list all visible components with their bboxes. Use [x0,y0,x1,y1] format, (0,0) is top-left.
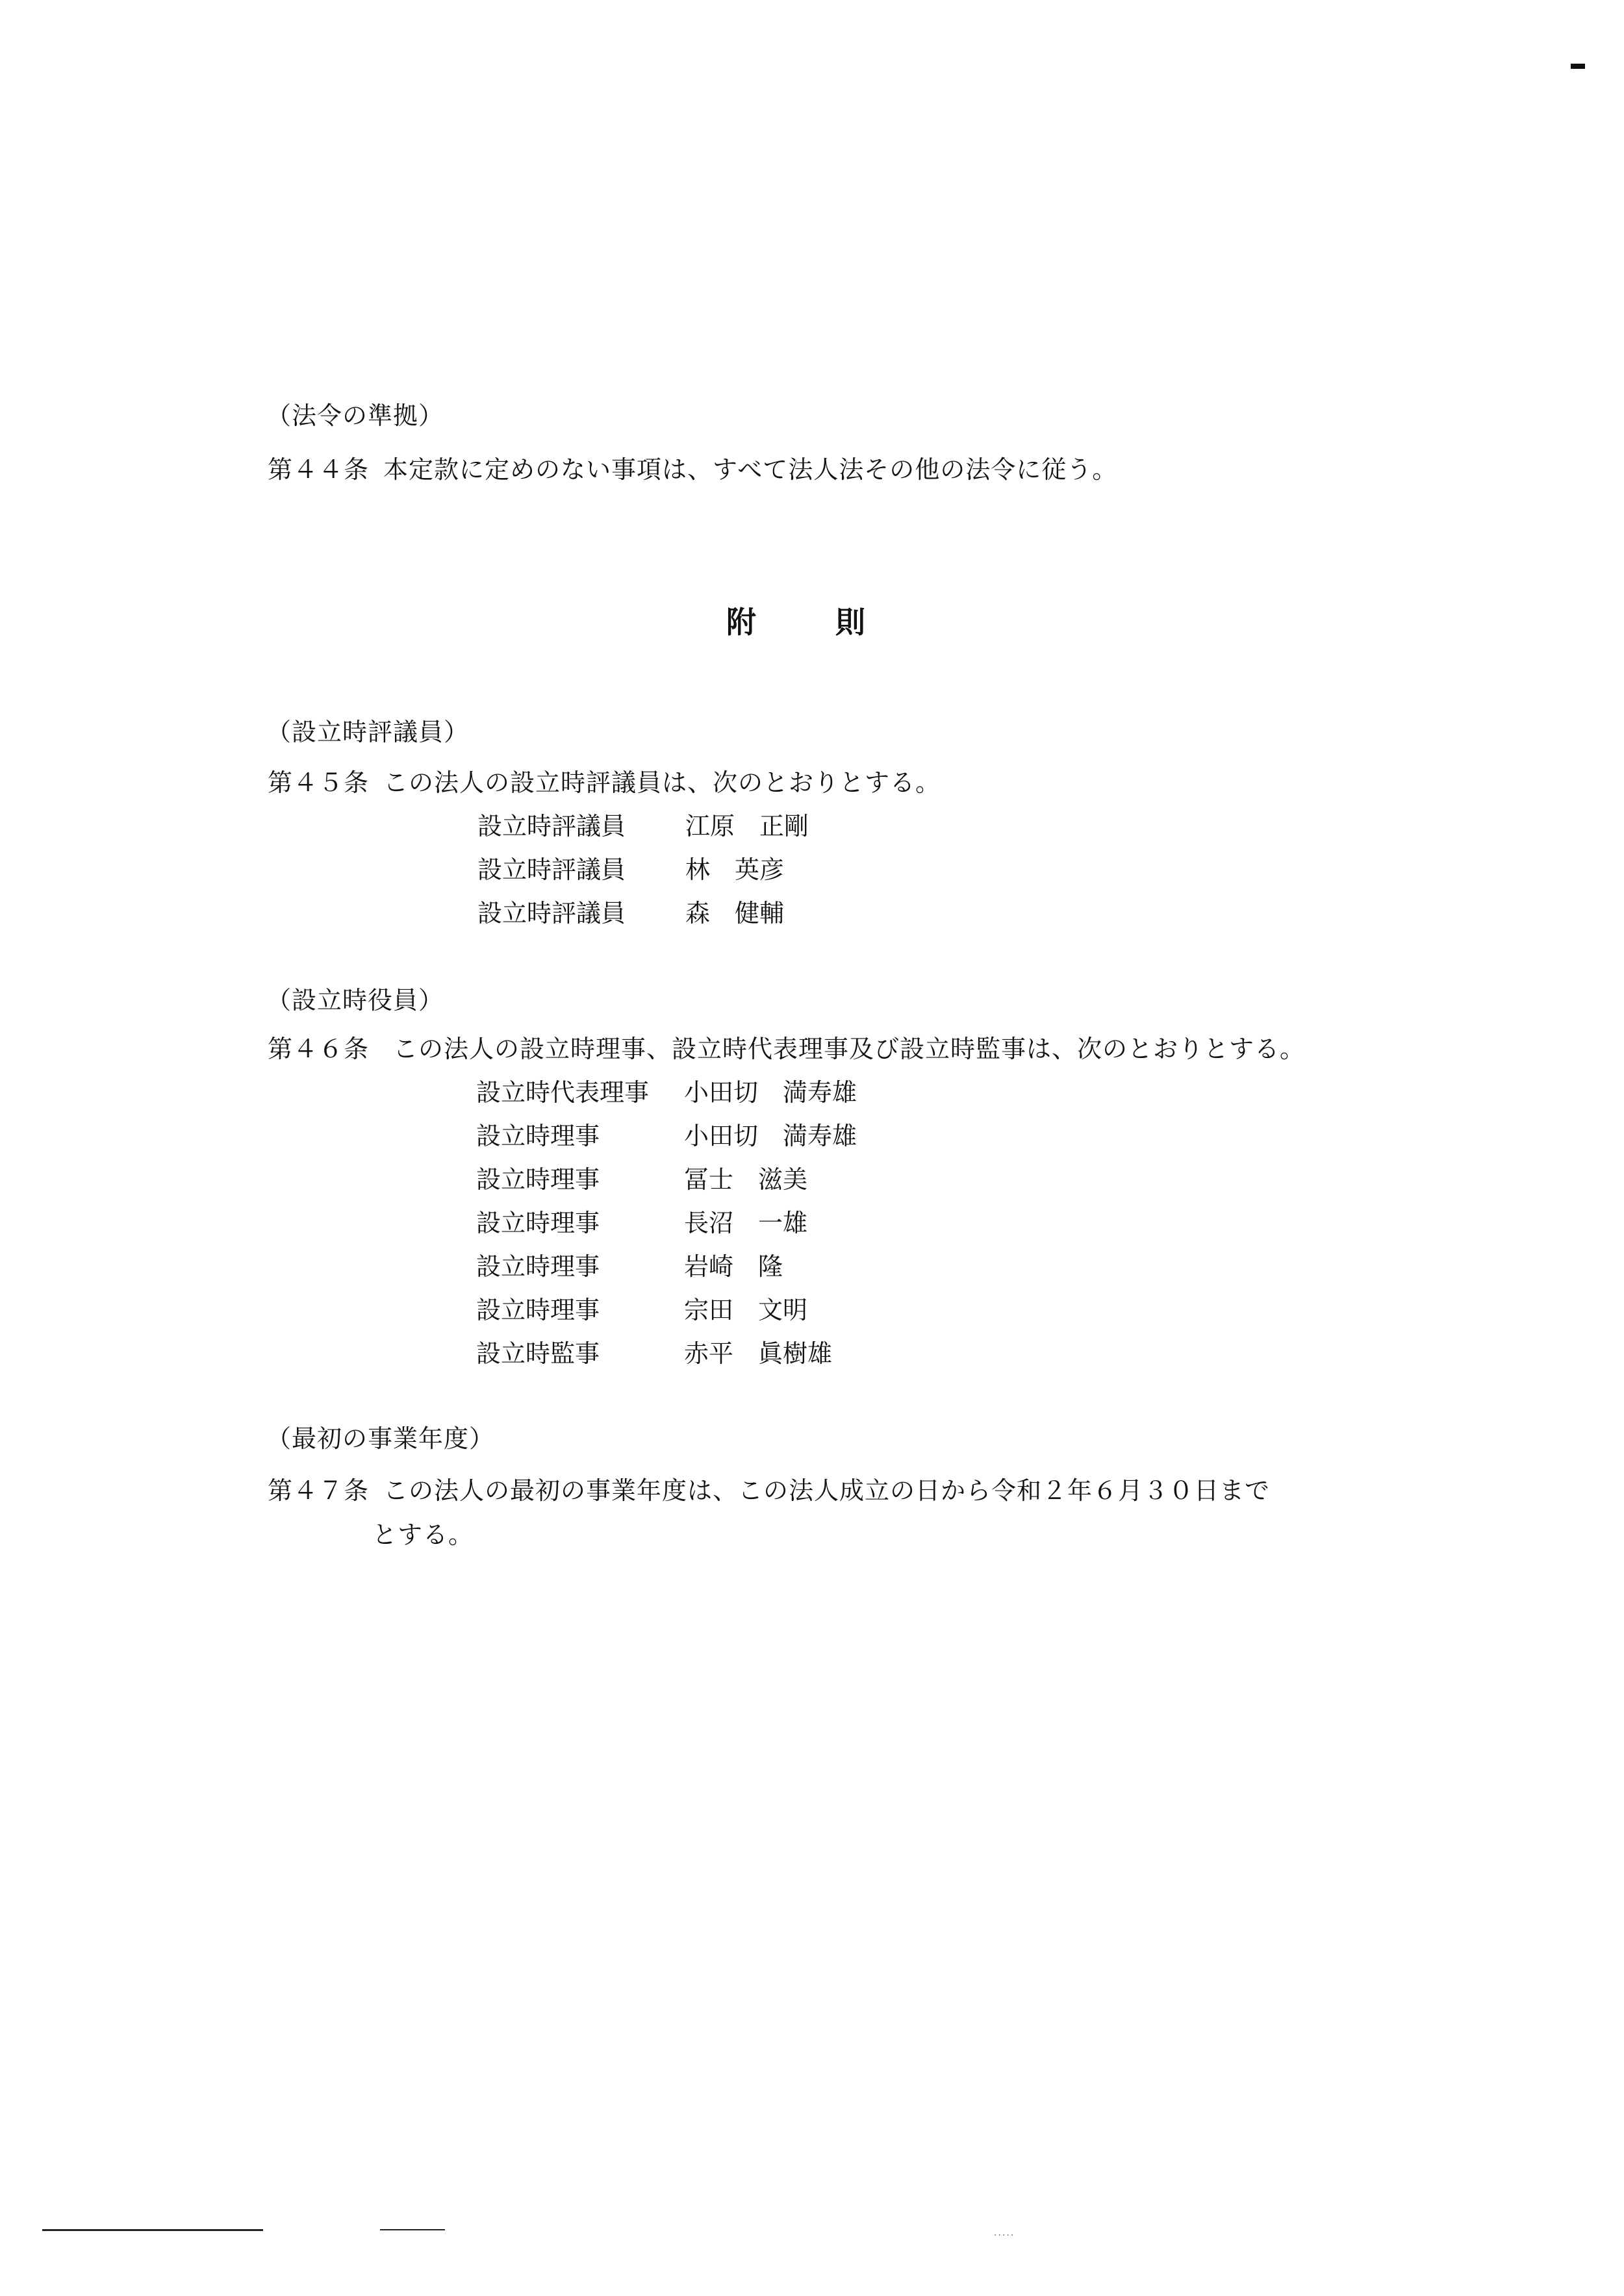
footer-scan-line [42,2229,263,2231]
member-role: 設立時監事 [476,1339,600,1368]
member-name: 赤平 眞樹雄 [684,1339,833,1368]
article47-text-line1: この法人の最初の事業年度は、この法人成立の日から令和２年６月３０日まで [383,1476,1271,1505]
article44-caption: （法令の準拠） [266,401,444,430]
member-role: 設立時代表理事 [476,1078,650,1107]
member-role: 設立時理事 [476,1165,600,1194]
article47-text-line2: とする。 [372,1520,474,1549]
article47-caption: （最初の事業年度） [266,1424,495,1453]
member-name: 長沼 一雄 [684,1209,808,1237]
article45-caption: （設立時評議員） [266,718,470,746]
article44-text: 本定款に定めのない事項は、すべて法人法その他の法令に従う。 [383,455,1118,484]
member-role: 設立時理事 [476,1252,600,1281]
member-role: 設立時理事 [476,1296,600,1324]
member-name: 森 健輔 [685,899,785,927]
member-role: 設立時評議員 [477,855,626,884]
article47-label: 第４７条 [268,1476,370,1505]
supplementary-heading [726,603,865,642]
article44-label: 第４４条 [268,455,370,484]
article46-text: この法人の設立時理事、設立時代表理事及び設立時監事は、次のとおりとする。 [393,1035,1306,1063]
member-role: 設立時評議員 [477,812,626,840]
member-name: 宗田 文明 [684,1296,808,1324]
article46-label: 第４６条 [268,1035,370,1063]
footer-dots: ..... [994,2228,1015,2238]
member-name: 江原 正剛 [685,812,809,840]
member-name: 小田切 満寿雄 [684,1122,857,1150]
member-role: 設立時理事 [476,1122,600,1150]
member-name: 冨士 滋美 [684,1165,808,1194]
article45-text: この法人の設立時評議員は、次のとおりとする。 [383,768,941,797]
member-name: 林 英彦 [685,855,785,884]
footer-scan-line [380,2229,445,2230]
member-name: 小田切 満寿雄 [684,1078,857,1107]
article45-label: 第４５条 [268,768,370,797]
article46-caption: （設立時役員） [266,986,444,1015]
member-name: 岩崎 隆 [684,1252,783,1281]
heading-char-2: 則 [835,605,866,640]
scan-mark [1571,64,1585,69]
heading-char-1: 附 [726,605,756,640]
member-role: 設立時理事 [476,1209,600,1237]
member-role: 設立時評議員 [477,899,626,927]
